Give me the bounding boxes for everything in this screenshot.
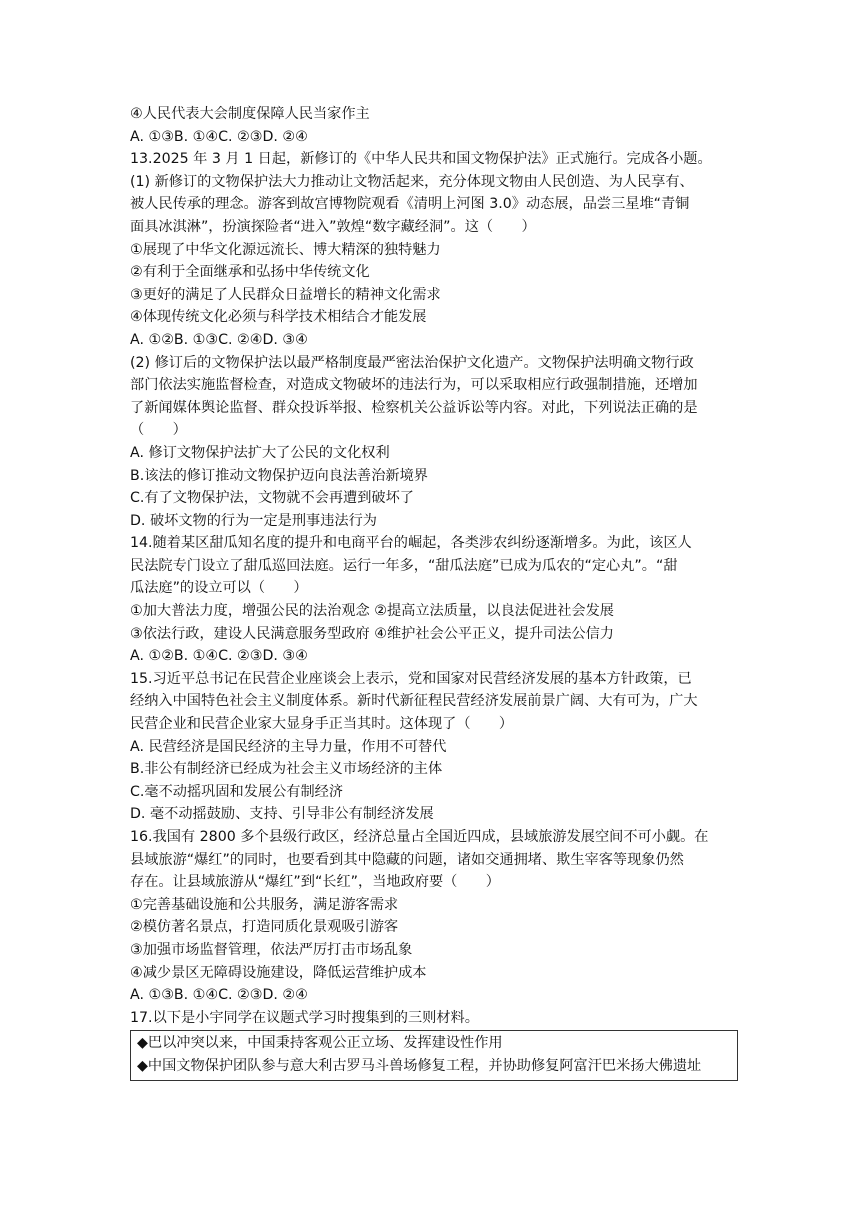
text-line: 16.我国有 2800 多个县级行政区，经济总量占全国近四成，县域旅游发展空间不可小觑。在 [130, 829, 709, 845]
text-line: ③更好的满足了人民群众日益增长的精神文化需求 [130, 286, 441, 303]
text-line: C.毫不动摇巩固和发展公有制经济 [130, 783, 344, 800]
text-line: A. ①③B. ①④C. ②③D. ②④ [130, 128, 308, 145]
text-line: （ ） [130, 422, 187, 439]
text-line: 民营企业和民营企业家大显身手正当其时。这体现了（ ） [130, 716, 514, 733]
text-line: 了新闻媒体舆论监督、群众投诉举报、检察机关公益诉讼等内容。对此，下列说法正确的是 [130, 399, 698, 416]
text-line: 瓜法庭”的设立可以（ ） [130, 580, 308, 597]
text-line: 民法院专门设立了甜瓜巡回法庭。运行一年多，“甜瓜法庭”已成为瓜农的“定心丸”。“甜 [130, 557, 678, 574]
question-text [130, 103, 740, 1029]
material-item: ◆中国文物保护团队参与意大利古罗马斗兽场修复工程，并协助修复阿富汗巴米扬大佛遗址 [137, 1057, 702, 1074]
text-line: 存在。让县域旅游从“爆红”到“长红”，当地政府要（ ） [130, 874, 500, 891]
document-page [130, 103, 740, 1081]
text-line: ①完善基础设施和公共服务，满足游客需求 [130, 896, 399, 913]
text-line: ③加强市场监督管理，依法严厉打击市场乱象 [130, 941, 413, 958]
text-line: 15.习近平总书记在民营企业座谈会上表示，党和国家对民营经济发展的基本方针政策，已 [130, 670, 692, 687]
text-line: 经纳入中国特色社会主义制度体系。新时代新征程民营经济发展前景广阔、大有可为，广大 [130, 693, 698, 710]
text-line: A. ①②B. ①③C. ②④D. ③④ [130, 331, 308, 348]
text-line: 面具冰淇淋”，扮演探险者“进入”敦煌“数字藏经洞”。这（ ） [130, 218, 536, 235]
text-line: ②模仿著名景点，打造同质化景观吸引游客 [130, 919, 399, 936]
text-line: ④人民代表大会制度保障人民当家作主 [130, 106, 370, 122]
text-line: 被人民传承的理念。游客到故宫博物院观看《清明上河图 3.0》动态展，品尝三星堆“青铜 [130, 196, 690, 213]
text-line: D. 毫不动摇鼓励、支持、引导非公有制经济发展 [130, 806, 434, 823]
text-line: (2) 修订后的文物保护法以最严格制度最严密法治保护文化遗产。文物保护法明确文物行政 [130, 354, 694, 371]
text-line: B.非公有制经济已经成为社会主义市场经济的主体 [130, 761, 443, 778]
text-line: A. ①③B. ①④C. ②③D. ②④ [130, 987, 308, 1004]
text-line: (1) 新修订的文物保护法大力推动让文物活起来，充分体现文物由人民创造、为人民享有、 [130, 173, 694, 190]
text-line: C.有了文物保护法，文物就不会再遭到破坏了 [130, 490, 414, 507]
material-box [130, 1030, 738, 1080]
material-item: ◆巴以冲突以来，中国秉持客观公正立场、发挥建设性作用 [137, 1035, 503, 1052]
text-line: 17.以下是小宇同学在议题式学习时搜集到的三则材料。 [130, 1009, 479, 1026]
text-line: ④减少景区无障碍设施建设，降低运营维护成本 [130, 964, 427, 981]
text-line: 部门依法实施监督检查，对造成文物破坏的违法行为，可以采取相应行政强制措施，还增加 [130, 377, 698, 394]
text-line: 14.随着某区甜瓜知名度的提升和电商平台的崛起，各类涉农纠纷逐渐增多。为此，该区人 [130, 535, 692, 552]
text-line: A. 民营经济是国民经济的主导力量，作用不可替代 [130, 738, 447, 755]
text-line: D. 破坏文物的行为一定是刑事违法行为 [130, 512, 377, 529]
text-line: A. ①②B. ①④C. ②③D. ③④ [130, 648, 308, 665]
text-line: ②有利于全面继承和弘扬中华传统文化 [130, 264, 370, 281]
text-line: 县域旅游“爆红”的同时，也要看到其中隐藏的问题，诸如交通拥堵、欺生宰客等现象仍然 [130, 851, 684, 868]
text-line: B.该法的修订推动文物保护迈向良法善治新境界 [130, 467, 428, 484]
text-line: ①加大普法力度，增强公民的法治观念 ②提高立法质量，以良法促进社会发展 [130, 603, 614, 620]
text-line: ①展现了中华文化源远流长、博大精深的独特魅力 [130, 241, 441, 258]
text-line: ③依法行政，建设人民满意服务型政府 ④维护社会公平正义，提升司法公信力 [130, 625, 614, 642]
text-line: ④体现传统文化必须与科学技术相结合才能发展 [130, 309, 427, 326]
text-line: A. 修订文物保护法扩大了公民的文化权利 [130, 444, 390, 461]
text-line: 13.2025 年 3 月 1 日起，新修订的《中华人民共和国文物保护法》正式施行。完成各小题。 [130, 151, 712, 168]
